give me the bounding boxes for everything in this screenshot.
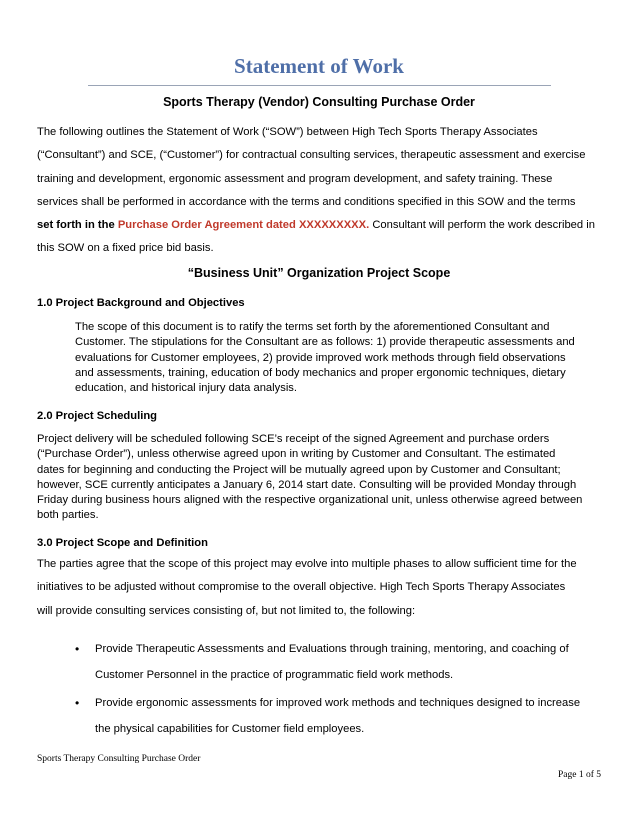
section-2-body xyxy=(37,432,607,524)
footer-page-number: Page 1 of 5 xyxy=(557,770,601,780)
section-2-line: Project delivery will be scheduled following SCE’s receipt of the signed Agreement and purchase orders xyxy=(37,433,550,445)
section-2-line: dates for beginning and conducting the Project will be mutually agreed upon by Customer and Consultant; xyxy=(37,463,561,476)
title-rule xyxy=(88,85,551,86)
section-3-body xyxy=(37,553,607,623)
section-2-heading: 2.0 Project Scheduling xyxy=(37,410,157,422)
section-1-line: education, and historical injury data analysis. xyxy=(75,382,298,395)
document-subtitle: Sports Therapy (Vendor) Consulting Purchase Order xyxy=(163,95,475,109)
section-3-heading: 3.0 Project Scope and Definition xyxy=(37,537,208,549)
bullet-line: Provide Therapeutic Assessments and Evaluations through training, mentoring, and coaching of xyxy=(95,643,569,655)
section-3-line: initiatives to be adjusted without compromise to the overall objective. High Tech Sports Therapy Associates xyxy=(37,581,566,594)
intro-line: services shall be performed in accordance with the terms and conditions specified in this SOW and the terms xyxy=(37,195,576,208)
footer-document-name: Sports Therapy Consulting Purchase Order xyxy=(37,754,201,764)
bullet-line: the physical capabilities for Customer field employees. xyxy=(95,723,365,735)
intro-bold-text: set forth in the xyxy=(37,219,118,232)
intro-line: training and development, ergonomic assessment and program development, and safety training. These xyxy=(37,172,553,185)
intro-line: (“Consultant”) and SCE, (“Customer”) for contractual consulting services, therapeutic assessment and exercise xyxy=(37,149,586,162)
bullet-icon: • xyxy=(75,642,80,656)
bullet-line: Provide ergonomic assessments for improved work methods and techniques designed to increase xyxy=(95,697,581,709)
section-3-line: will provide consulting services consisting of, but not limited to, the following: xyxy=(37,604,416,617)
intro-text: Consultant will perform the work described in xyxy=(369,219,595,232)
section-1-heading: 1.0 Project Background and Objectives xyxy=(37,297,245,309)
section-2-line: (“Purchase Order”), unless otherwise agreed upon in writing by Customer and Consultant. The estimated xyxy=(37,448,556,461)
section-1-line: The scope of this document is to ratify the terms set forth by the aforementioned Consultant and xyxy=(75,321,550,333)
bullet-line: Customer Personnel in the practice of programmatic field work methods. xyxy=(95,669,454,681)
section-1-line: and assessments, training, education of body mechanics and proper ergonomic techniques, dietary xyxy=(75,366,566,379)
section-3-line: The parties agree that the scope of this project may evolve into multiple phases to allow sufficient time for the xyxy=(37,558,577,570)
purchase-order-reference: Purchase Order Agreement dated XXXXXXXXX. xyxy=(117,219,370,232)
document-title: Statement of Work xyxy=(234,54,404,78)
section-2-line: both parties. xyxy=(37,509,99,522)
bullet-icon: • xyxy=(75,696,80,710)
scope-heading: “Business Unit” Organization Project Scope xyxy=(187,266,451,280)
section-2-line: Friday during business hours aligned with the respective organizational unit, unless otherwise agreed between xyxy=(37,494,583,507)
intro-paragraph xyxy=(37,121,607,261)
section-1-body xyxy=(75,320,605,396)
intro-line xyxy=(37,214,607,237)
section-2-line: however, SCE currently anticipates a January 6, 2014 start date. Consulting will be provided Monday through xyxy=(37,478,577,491)
section-1-line: evaluations for Customer employees, 2) provide improved work methods through field observations xyxy=(75,351,566,364)
intro-line: this SOW on a fixed price bid basis. xyxy=(37,242,214,255)
section-1-line: Customer. The stipulations for the Consultant are as follows: 1) provide therapeutic assessments and xyxy=(75,336,575,349)
intro-line: The following outlines the Statement of Work (“SOW”) between High Tech Sports Therapy Associates xyxy=(37,126,538,138)
